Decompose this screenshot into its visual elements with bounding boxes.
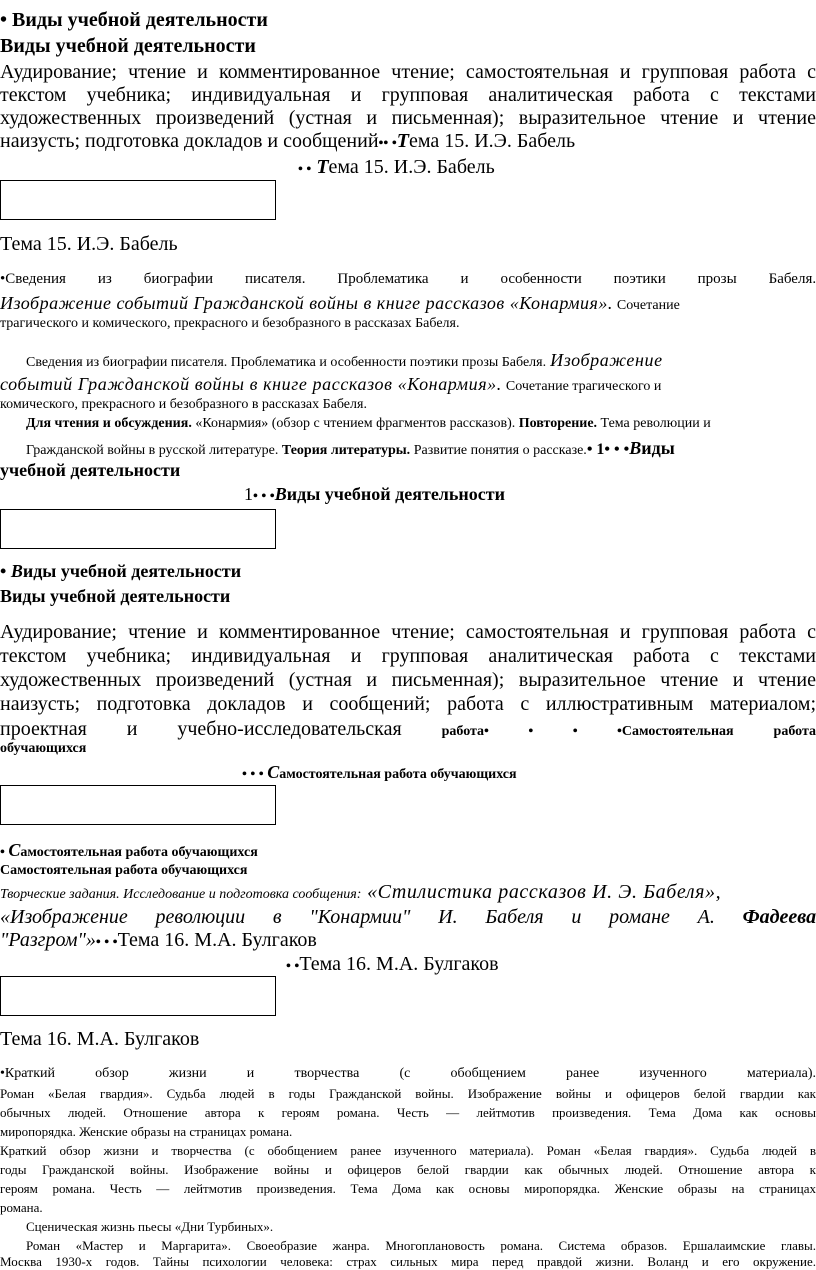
paragraph-line bbox=[0, 130, 575, 153]
word: жизни bbox=[168, 1066, 207, 1081]
paragraph-line: годы Гражданской войны. Изображение войны и офицеров белой гвардии как обычных людей. Отношение автора к bbox=[0, 1162, 816, 1177]
word: и bbox=[460, 271, 469, 287]
paragraph-line: учебной деятельности bbox=[0, 460, 181, 480]
word: и bbox=[571, 906, 582, 928]
text-run: Развитие понятия о рассказе. bbox=[410, 443, 587, 458]
paragraph-line: комического, прекрасного и безобразного в рассказах Бабеля. bbox=[0, 397, 367, 412]
paragraph-line: Аудирование; чтение и комментированное чтение; самостоятельная и групповая работа с bbox=[0, 61, 816, 83]
paragraph-line bbox=[26, 416, 711, 432]
paragraph-line: героям романа. Честь — лейтмотив произведения. Тема Дома как основы миропорядка. Женские образы на страницах bbox=[0, 1181, 816, 1196]
text-run: амостоятельная работа обучающихся bbox=[279, 767, 517, 782]
paragraph-line: обычных людей. Отношение автора к героям романа. Честь — лейтмотив произведения. Тема Дома как основы bbox=[0, 1105, 816, 1120]
word: революции bbox=[155, 906, 246, 928]
paragraph-line: романа. bbox=[0, 1200, 43, 1215]
text-run: Тема революции и bbox=[597, 416, 711, 431]
word: обобщением bbox=[450, 1066, 526, 1081]
bullet-heading: • Виды учебной деятельности bbox=[0, 9, 268, 31]
bullets: •• • bbox=[378, 136, 397, 151]
word: изученного bbox=[639, 1066, 707, 1081]
paragraph-line: трагического и комического, прекрасного и безобразного в рассказах Бабеля. bbox=[0, 316, 460, 331]
paragraph-line bbox=[0, 1066, 816, 1082]
text-run: Теория литературы. bbox=[281, 443, 411, 458]
bullet: • bbox=[0, 561, 7, 581]
text-run: В bbox=[274, 484, 287, 504]
text-run: В bbox=[629, 438, 642, 458]
word: Бабеля bbox=[485, 906, 544, 928]
paragraph-line bbox=[0, 271, 816, 288]
word: работа• • • •Самостоятельная bbox=[441, 724, 734, 739]
word: обзор bbox=[95, 1066, 129, 1081]
word: материала). bbox=[746, 1066, 816, 1081]
topic-title: Тема 15. И.Э. Бабель bbox=[0, 233, 178, 255]
bullets: • • • bbox=[253, 489, 275, 504]
text-run: Гражданской войны в русской литературе. bbox=[26, 443, 282, 458]
paragraph-line bbox=[0, 881, 721, 904]
word: романе bbox=[609, 906, 670, 928]
bullet-heading bbox=[0, 561, 241, 582]
text-run: ема 15. И.Э. Бабель bbox=[328, 156, 495, 178]
text-run: Тема 16. М.А. Булгаков bbox=[117, 929, 317, 951]
word: Проблематика bbox=[337, 271, 429, 287]
text-run: иды bbox=[641, 438, 675, 458]
text-run: Т bbox=[316, 156, 329, 178]
empty-box bbox=[0, 976, 276, 1016]
text-run: «Стилистика рассказов И. Э. Бабеля», bbox=[361, 881, 722, 903]
word: и bbox=[126, 718, 138, 740]
word: писателя. bbox=[244, 271, 306, 287]
paragraph-line: Роман «Белая гвардия». Судьба людей в годы Гражданской войны. Изображение войны и офицеров белой гвардии как bbox=[0, 1086, 816, 1101]
word: •Сведения bbox=[0, 271, 66, 287]
word: поэтики bbox=[613, 271, 666, 287]
word: "Конармии" bbox=[309, 906, 411, 928]
text-run: Тема 16. М.А. Булгаков bbox=[299, 953, 499, 975]
text-run: Творческие задания. Исследование и подготовка сообщения: bbox=[0, 887, 362, 902]
word: Бабеля. bbox=[768, 271, 816, 287]
text-run: «Конармия» (обзор с чтением фрагментов рассказов). bbox=[191, 416, 519, 431]
word: •Краткий bbox=[0, 1066, 55, 1081]
paragraph-line bbox=[0, 293, 680, 314]
paragraph-line bbox=[26, 350, 663, 371]
paragraph-line: Аудирование; чтение и комментированное чтение; самостоятельная и групповая работа с bbox=[0, 621, 816, 643]
centered-title bbox=[286, 953, 499, 976]
paragraph-line bbox=[0, 906, 816, 929]
bullets: • • • bbox=[242, 767, 264, 782]
text-run: Повторение. bbox=[518, 416, 598, 431]
centered-title bbox=[242, 762, 517, 783]
paragraph-line: Сценическая жизнь пьесы «Дни Турбиных». bbox=[26, 1219, 274, 1234]
word: проектная bbox=[0, 718, 87, 740]
text-run: 1 bbox=[244, 484, 253, 504]
text-run: "Разгром"» bbox=[0, 929, 96, 951]
word: А. bbox=[697, 906, 715, 928]
paragraph-line bbox=[0, 718, 816, 741]
bullets: • • bbox=[298, 162, 312, 177]
text-run: наизусть; подготовка докладов и сообщений bbox=[0, 130, 379, 152]
paragraph-line: Краткий обзор жизни и творчества (с обобщением ранее изученного материала). Роман «Белая гвардия». Судьба людей в bbox=[0, 1143, 816, 1158]
paragraph-line: Роман «Мастер и Маргарита». Своеобразие жанра. Многоплановость романа. Система образов. Ершалаимские главы. bbox=[26, 1238, 816, 1253]
section-heading: Виды учебной деятельности bbox=[0, 35, 256, 57]
text-run: Сочетание bbox=[616, 298, 680, 313]
word: из bbox=[97, 271, 112, 287]
centered-title bbox=[298, 156, 495, 179]
word: творчества bbox=[294, 1066, 360, 1081]
word: и bbox=[246, 1066, 255, 1081]
text-run: событий Гражданской войны в книге рассказов «Конармия». bbox=[0, 374, 502, 394]
text-run: иды учебной деятельности bbox=[286, 484, 506, 504]
text-run: Изображение bbox=[550, 350, 663, 370]
empty-box bbox=[0, 785, 276, 825]
paragraph-line: художественных произведений (устная и письменная); выразительное чтение и чтение bbox=[0, 107, 816, 129]
bullets: • • • bbox=[95, 935, 118, 950]
word: И. bbox=[438, 906, 458, 928]
paragraph-line: наизусть; подготовка докладов и сообщений; работа с иллюстративным материалом; bbox=[0, 693, 816, 715]
text-run: Сведения из биографии писателя. Проблематика и особенности поэтики прозы Бабеля. bbox=[26, 355, 547, 370]
paragraph-line: миропорядка. Женские образы на страницах романа. bbox=[0, 1124, 293, 1139]
paragraph-line: художественных произведений (устная и письменная); выразительное чтение и чтение bbox=[0, 669, 816, 691]
bullets: • 1• • • bbox=[586, 441, 630, 458]
text-run: Сочетание трагического и bbox=[505, 379, 662, 394]
text-run: ема 15. И.Э. Бабель bbox=[408, 130, 576, 152]
paragraph-line: текстом учебника; индивидуальная и групповая аналитическая работа с текстами bbox=[0, 645, 816, 667]
paragraph-line: Москва 1930-х годов. Тайны психологии человека: страх сильных мира перед правдой жизни. Воланд и его окружение. bbox=[0, 1254, 816, 1269]
text-run: Изображение событий Гражданской войны в книге рассказов «Конармия». bbox=[0, 293, 613, 313]
word: в bbox=[272, 906, 282, 928]
word: учебно-исследовательская bbox=[177, 718, 402, 740]
word: работа bbox=[773, 724, 816, 739]
paragraph-line bbox=[0, 929, 317, 952]
word: прозы bbox=[697, 271, 737, 287]
paragraph-line bbox=[0, 374, 661, 395]
text-run: Для чтения и обсуждения. bbox=[26, 416, 192, 431]
paragraph-line: текстом учебника; индивидуальная и групповая аналитическая работа с текстами bbox=[0, 84, 816, 106]
section-heading: Виды учебной деятельности bbox=[0, 586, 231, 606]
paragraph-line: обучающихся bbox=[0, 741, 87, 756]
word: особенности bbox=[500, 271, 582, 287]
word: биографии bbox=[143, 271, 214, 287]
bullets: • • bbox=[286, 959, 300, 974]
word: (с bbox=[399, 1066, 411, 1081]
word: «Изображение bbox=[0, 906, 128, 928]
text-run: С bbox=[267, 762, 280, 782]
text-run: Т bbox=[396, 130, 409, 152]
text-run: иды учебной деятельности bbox=[22, 561, 242, 581]
text-run: амостоятельная работа обучающихся bbox=[20, 845, 258, 860]
topic-title: Тема 16. М.А. Булгаков bbox=[0, 1028, 200, 1050]
paragraph-line bbox=[26, 438, 675, 459]
section-heading: Самостоятельная работа обучающихся bbox=[0, 863, 248, 878]
bullet-heading bbox=[0, 840, 258, 861]
word: ранее bbox=[566, 1066, 600, 1081]
empty-box bbox=[0, 180, 276, 220]
text-run: В bbox=[10, 561, 23, 581]
bullet: • bbox=[0, 845, 5, 860]
empty-box bbox=[0, 509, 276, 549]
centered-title bbox=[244, 484, 505, 505]
text-run: С bbox=[8, 840, 21, 860]
word: Фадеева bbox=[742, 906, 816, 928]
